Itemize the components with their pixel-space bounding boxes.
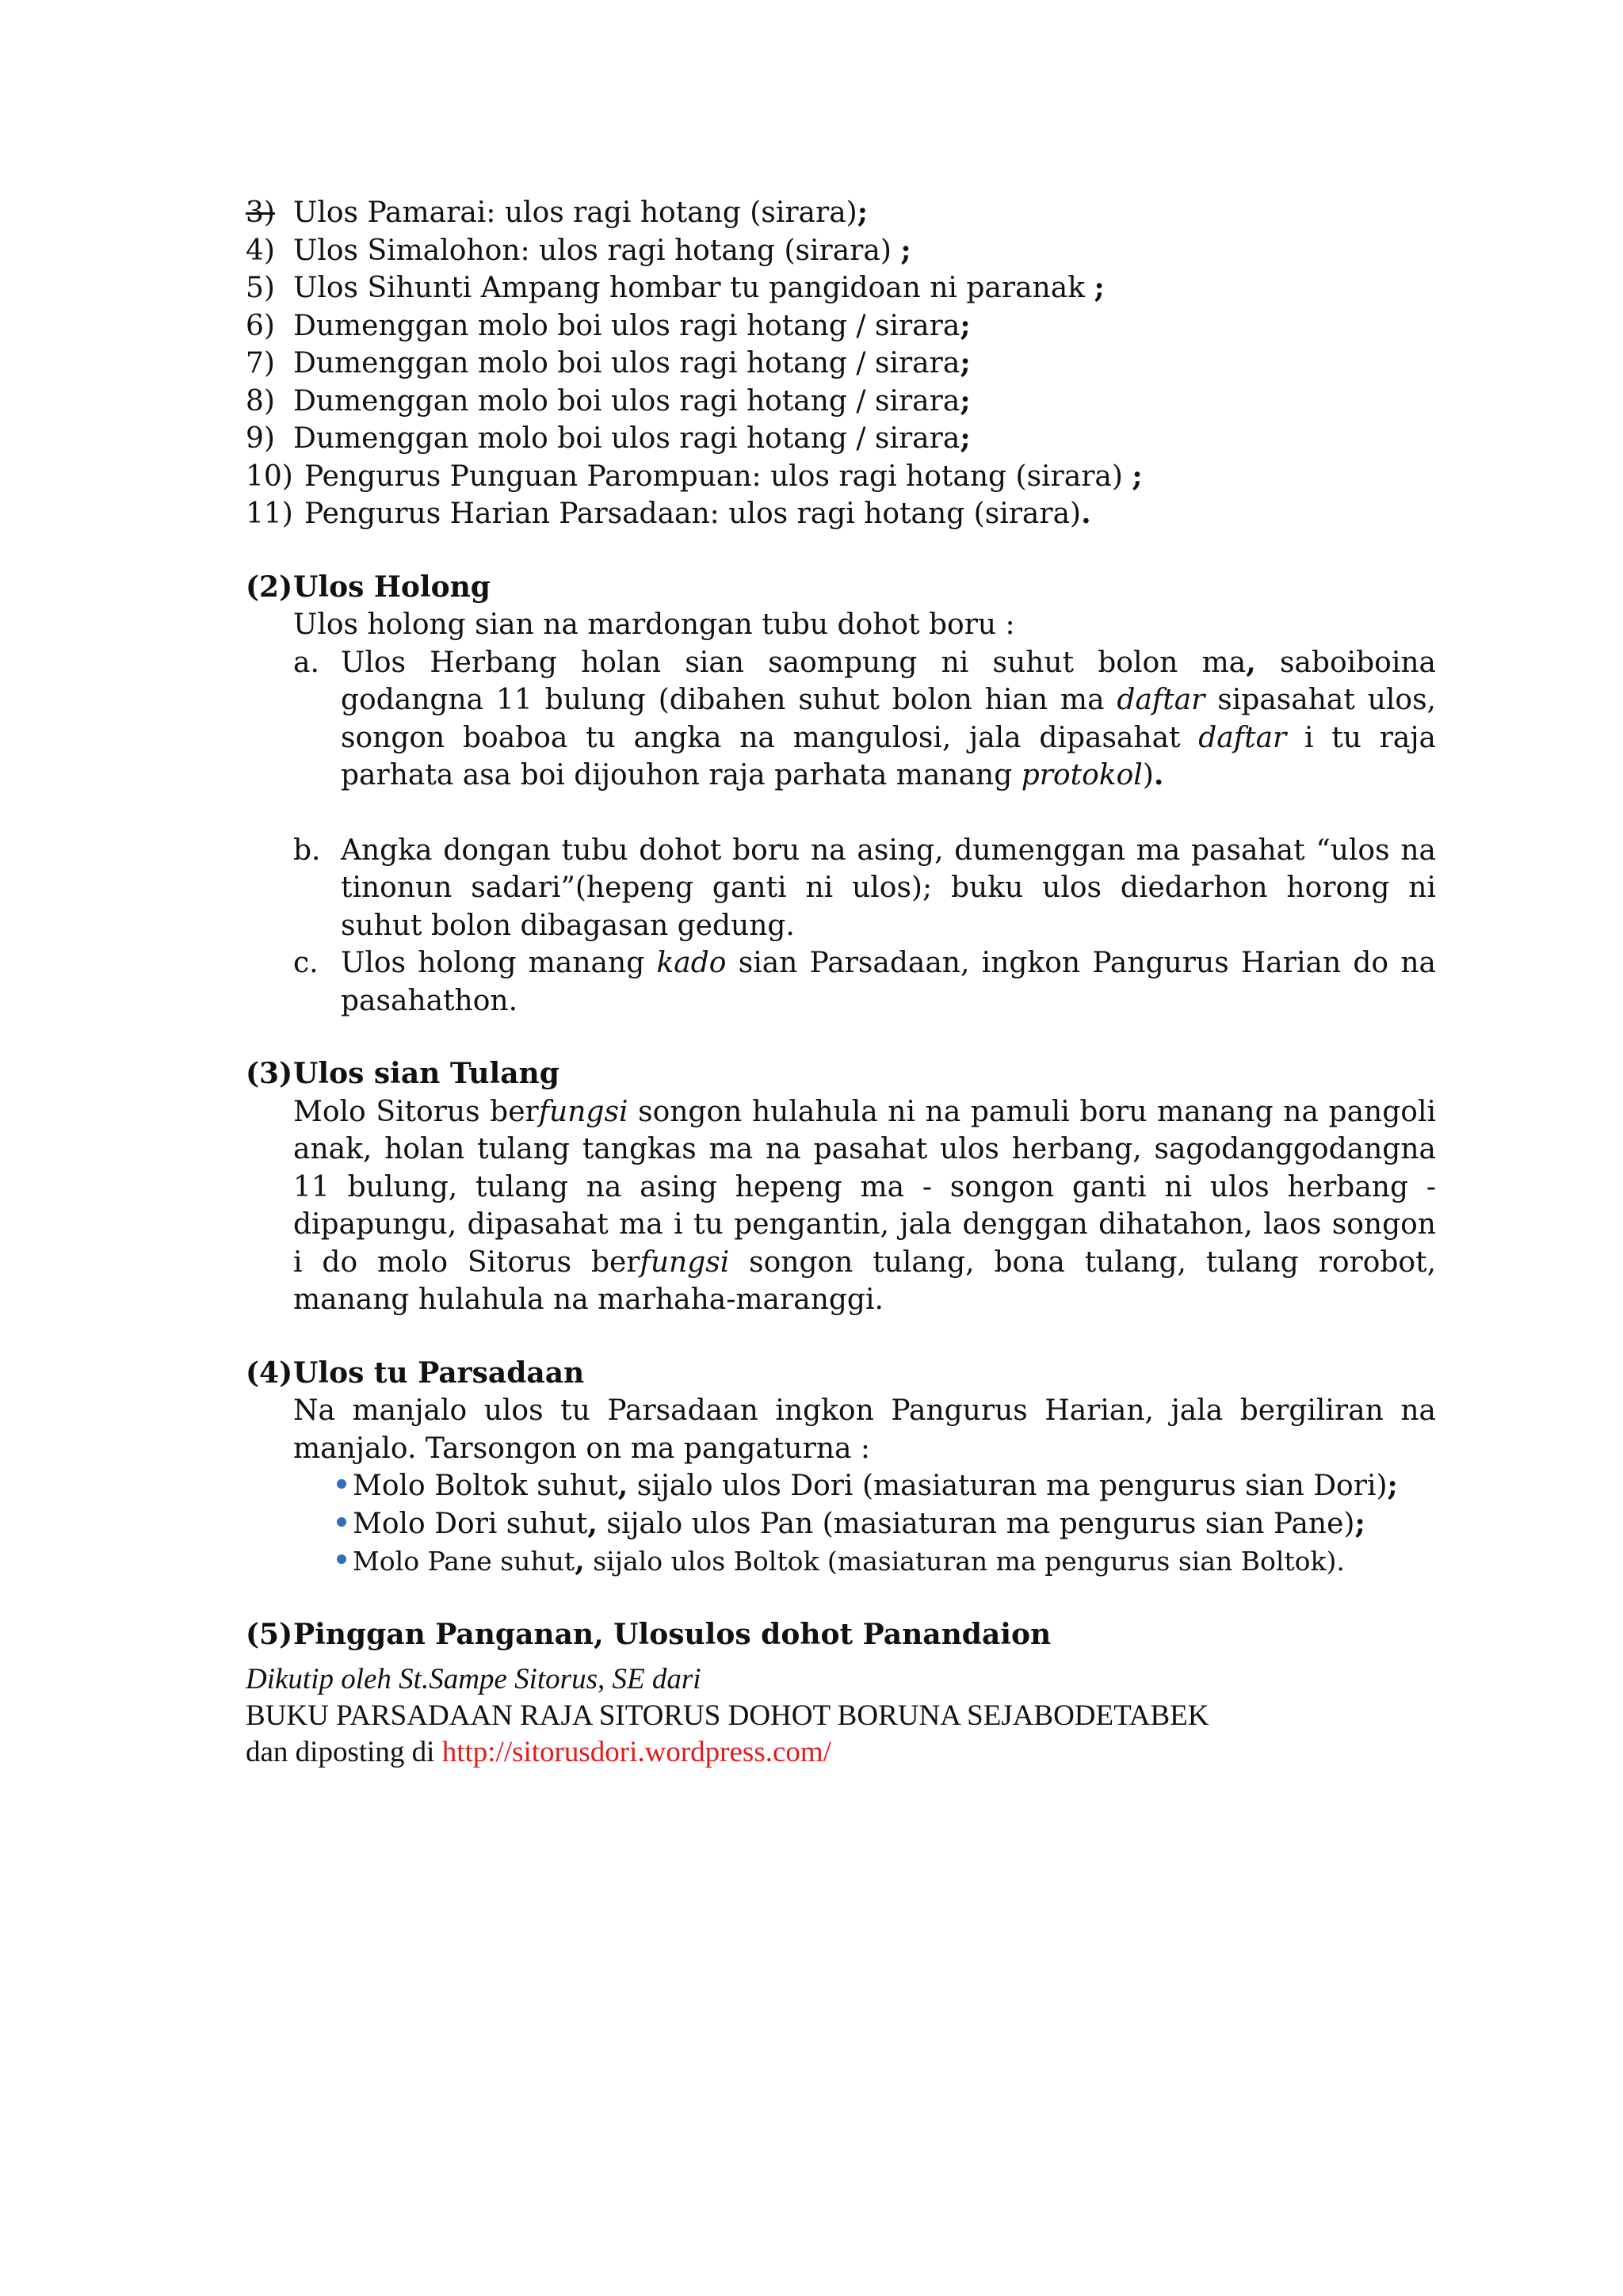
numbered-list — [246, 194, 1436, 533]
list-item — [337, 1505, 1436, 1543]
list-text: Molo Dori suhut, sijalo ulos Pan (masiaturan ma pengurus sian Pane); — [353, 1506, 1365, 1540]
list-item — [246, 495, 1436, 533]
section-intro: Na manjalo ulos tu Parsadaan ingkon Pangurus Harian, jala bergiliran na manjalo. Tarsongon on ma pangaturna : — [293, 1394, 1436, 1465]
item-text: Ulos holong manang kado sian Parsadaan, ingkon Pangurus Harian do na pasahathon. — [341, 947, 1436, 1017]
list-number: 6) — [246, 309, 275, 342]
item-text: Ulos Herbang holan sian saompung ni suhut bolon ma, saboiboina godangna 11 bulung (dibahen suhut bolon hian ma daftar sipasahat ulos, songon boaboa tu angka na mangulosi, jala dipasahat daftar i tu raja parhata asa boi dijouhon raja parhata manang protokol). — [341, 645, 1437, 791]
section-intro: Ulos holong sian na mardongan tubu dohot boru : — [293, 608, 1015, 641]
lettered-item — [293, 832, 1436, 945]
list-item — [246, 194, 1436, 232]
list-text: Dumenggan molo boi ulos ragi hotang / sirara; — [293, 308, 971, 342]
list-number: 9) — [246, 422, 275, 455]
list-item — [337, 1543, 1436, 1581]
source-link[interactable]: http://sitorusdori.wordpress.com/ — [441, 1736, 831, 1768]
list-text: Pengurus Harian Parsadaan: ulos ragi hotang (sirara). — [304, 497, 1091, 530]
list-number: 10) — [246, 460, 293, 493]
book-title: BUKU PARSADAAN RAJA SITORUS DOHOT BORUNA SEJABODETABEK — [246, 1699, 1209, 1732]
list-text: Ulos Pamarai: ulos ragi hotang (sirara); — [293, 196, 869, 229]
list-number: 11) — [246, 498, 293, 530]
list-item — [246, 458, 1436, 496]
list-item — [246, 383, 1436, 421]
list-number: 5) — [246, 272, 275, 304]
section-heading: (3) Ulos sian Tulang — [246, 1057, 559, 1090]
quoted-by: Dikutip oleh St.Sampe Sitorus, SE dari — [246, 1663, 701, 1695]
section-heading: (2) Ulos Holong — [246, 570, 491, 604]
section-heading: (4) Ulos tu Parsadaan — [246, 1356, 585, 1390]
item-letter: b. — [293, 833, 321, 867]
bullet-icon — [337, 1554, 346, 1564]
item-letter: a. — [293, 646, 319, 679]
list-item — [246, 307, 1436, 345]
list-number: 8) — [246, 384, 275, 418]
list-item — [337, 1467, 1436, 1505]
list-item — [246, 232, 1436, 270]
section-heading: (5) Pinggan Panganan, Ulosulos dohot Panandaion — [246, 1617, 1052, 1651]
list-text: Molo Pane suhut, sijalo ulos Boltok (masiaturan ma pengurus sian Boltok). — [353, 1544, 1345, 1577]
list-text: Pengurus Punguan Parompuan: ulos ragi hotang (sirara) ; — [304, 459, 1143, 493]
posted-line: dan diposting di http://sitorusdori.wordpress.com/ — [246, 1736, 831, 1768]
list-text: Ulos Simalohon: ulos ragi hotang (sirara) ; — [293, 233, 911, 267]
bullet-list — [337, 1467, 1436, 1581]
item-text: Angka dongan tubu dohot boru na asing, dumenggan ma pasahat “ulos na tinonun sadari”(hepeng ganti ni ulos); buku ulos diedarhon horong ni suhut bolon dibagasan gedung. — [341, 833, 1436, 942]
bullet-icon — [337, 1479, 346, 1489]
list-text: Molo Boltok suhut, sijalo ulos Dori (masiaturan ma pengurus sian Dori); — [353, 1469, 1398, 1502]
list-text: Dumenggan molo boi ulos ragi hotang / sirara; — [293, 421, 971, 455]
bullet-icon — [337, 1517, 346, 1527]
list-text: Dumenggan molo boi ulos ragi hotang / sirara; — [293, 346, 971, 379]
list-item — [246, 345, 1436, 383]
lettered-item — [293, 644, 1436, 795]
list-number: 3) — [246, 196, 275, 229]
item-letter: c. — [293, 947, 319, 979]
list-number: 7) — [246, 347, 275, 379]
document-page — [246, 194, 1436, 1771]
section-paragraph: Molo Sitorus berfungsi songon hulahula ni na pamuli boru manang na pangoli anak, holan tulang tangkas ma na pasahat ulos herbang, sagodanggodangna 11 bulung, tulang na asing hepeng ma - songon ganti ni ulos herbang - dipapungu, dipasahat ma i tu pengantin, jala denggan dihatahon, laos songon i do molo Sitorus berfungsi songon tulang, bona tulang, tulang rorobot, manang hulahula na marhaha-maranggi. — [293, 1095, 1437, 1316]
list-item — [246, 420, 1436, 458]
lettered-item — [293, 944, 1436, 1020]
list-text: Ulos Sihunti Ampang hombar tu pangidoan ni paranak ; — [293, 271, 1105, 304]
list-number: 4) — [246, 234, 275, 267]
attribution — [246, 1661, 1436, 1771]
list-item — [246, 269, 1436, 307]
list-text: Dumenggan molo boi ulos ragi hotang / sirara; — [293, 383, 971, 418]
